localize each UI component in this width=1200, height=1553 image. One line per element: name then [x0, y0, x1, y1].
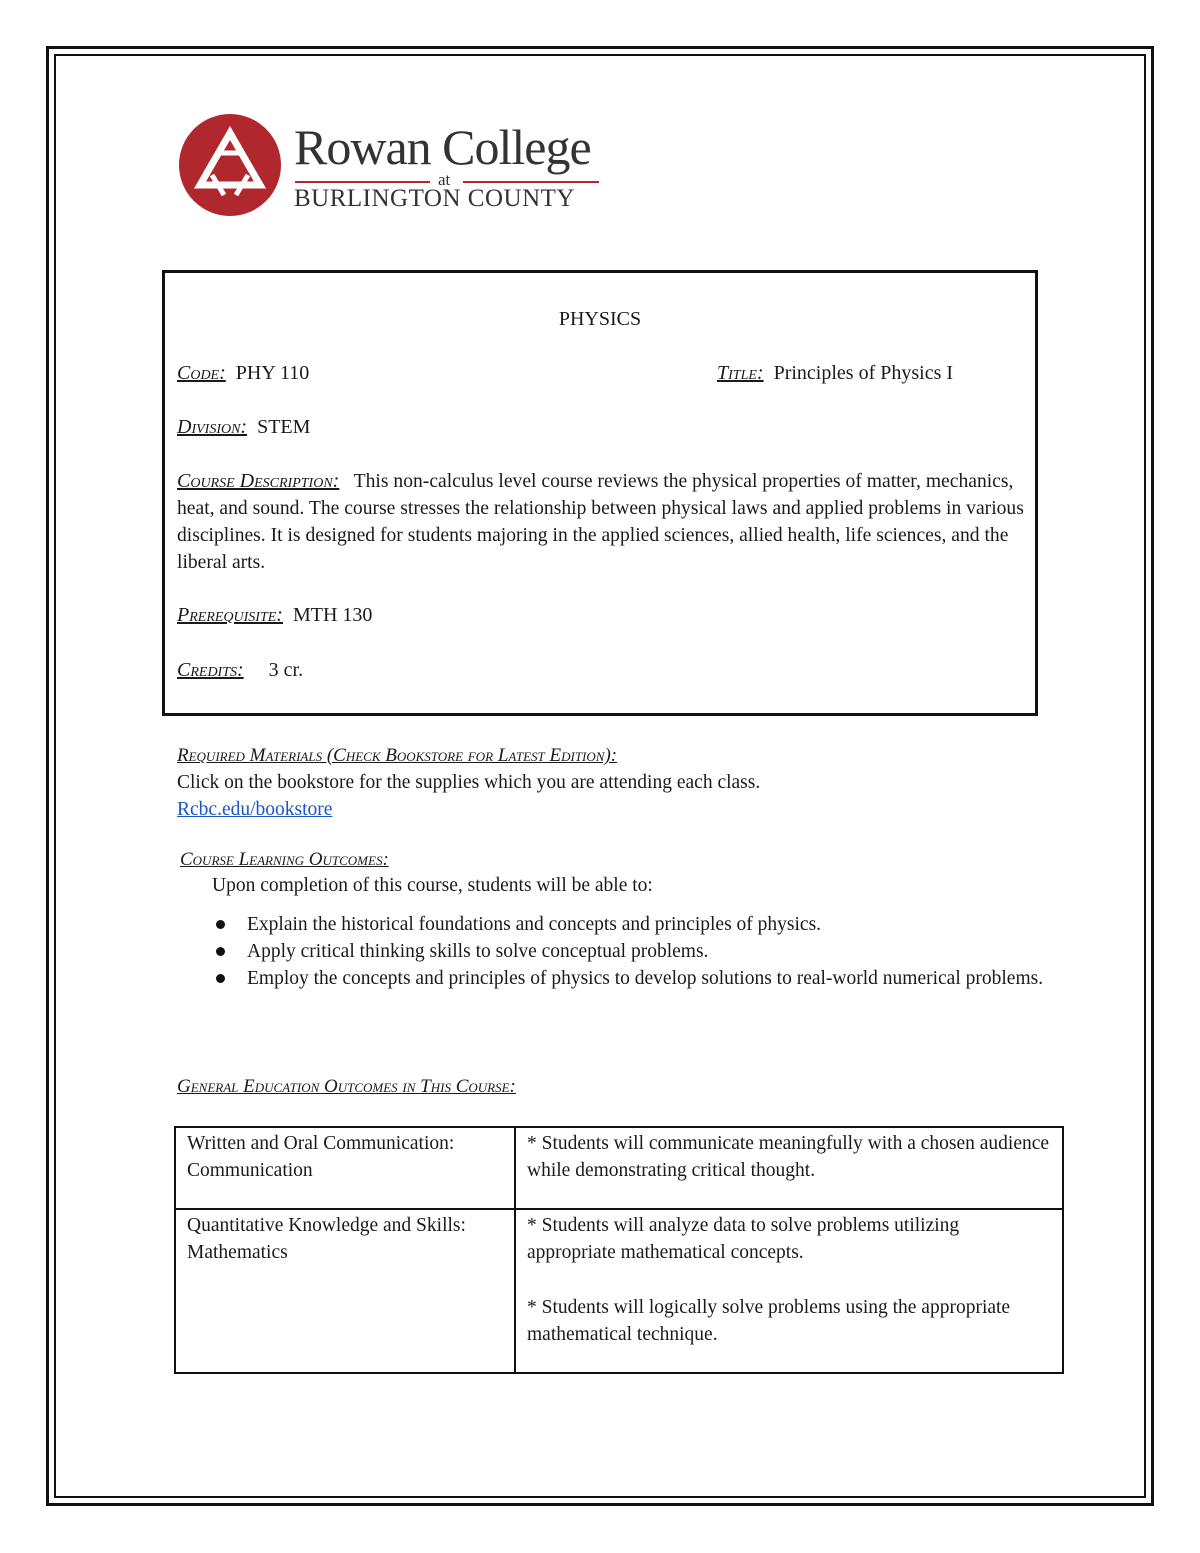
course-info-box	[162, 270, 1038, 716]
title-row	[717, 360, 953, 387]
required-materials-heading: Required Materials (Check Bookstore for Latest Edition):	[177, 745, 618, 766]
description-label: Course Description:	[177, 470, 340, 492]
subject-heading: PHYSICS	[558, 308, 642, 330]
list-item	[212, 965, 1052, 992]
bullet-icon	[216, 947, 225, 956]
list-item	[212, 911, 1052, 938]
bookstore-link[interactable]: Rcbc.edu/bookstore	[177, 799, 333, 820]
division-row	[177, 414, 310, 441]
division-value: STEM	[257, 416, 311, 438]
rowan-emblem-icon	[178, 113, 282, 217]
code-value: PHY 110	[235, 362, 310, 384]
required-materials-text: Click on the bookstore for the supplies which you are attending each class.	[177, 772, 761, 793]
description-text: This non-calculus level course reviews the physical properties of matter, mechanics, heat, and sound. The course stresses the relationship between physical laws and applied problems in various disciplines. It is designed for students majoring in the applied sciences, allied health, life sciences, and the liberal arts.	[177, 471, 1024, 573]
gen-ed-outcome-text: * Students will communicate meaningfully with a chosen audience while demonstrating critical thought.	[527, 1133, 1050, 1181]
gen-ed-outcome-text: * Students will logically solve problems using the appropriate mathematical technique.	[527, 1297, 1011, 1345]
gen-ed-outcome-cell	[515, 1209, 1063, 1373]
learning-outcomes-list	[212, 911, 1052, 992]
logo-college-name: Rowan College	[294, 119, 591, 175]
description-block	[177, 468, 1027, 576]
code-label: Code:	[177, 362, 226, 384]
prerequisite-value: MTH 130	[292, 604, 373, 626]
title-label: Title:	[717, 362, 764, 384]
college-logo	[178, 113, 618, 223]
gen-ed-area-cell: Written and Oral Communication: Communication	[175, 1127, 515, 1209]
list-item-text: Explain the historical foundations and concepts and principles of physics.	[247, 914, 822, 935]
credits-label: Credits:	[177, 659, 244, 681]
code-row	[177, 360, 309, 387]
gen-ed-heading: General Education Outcomes in This Course:	[177, 1076, 516, 1097]
credits-row	[177, 657, 303, 684]
gen-ed-outcome-cell	[515, 1127, 1063, 1209]
learning-outcomes-heading: Course Learning Outcomes:	[180, 849, 389, 870]
list-item-text: Apply critical thinking skills to solve conceptual problems.	[247, 941, 709, 962]
bullet-icon	[216, 920, 225, 929]
gen-ed-area-cell: Quantitative Knowledge and Skills: Mathematics	[175, 1209, 515, 1373]
title-value: Principles of Physics I	[773, 362, 954, 384]
logo-county: BURLINGTON COUNTY	[294, 185, 575, 212]
credits-value: 3 cr.	[268, 659, 304, 681]
gen-ed-table	[174, 1126, 1064, 1374]
prerequisite-label: Prerequisite:	[177, 604, 283, 626]
list-item-text: Employ the concepts and principles of physics to develop solutions to real-world numerical problems.	[247, 968, 1044, 989]
logo-at: at	[438, 170, 451, 189]
prerequisite-row	[177, 602, 372, 629]
table-row	[175, 1127, 1063, 1209]
learning-outcomes-intro: Upon completion of this course, students will be able to:	[212, 875, 653, 896]
list-item	[212, 938, 1052, 965]
division-label: Division:	[177, 416, 248, 438]
table-row	[175, 1209, 1063, 1373]
logo-left-rule	[295, 181, 430, 183]
logo-right-rule	[463, 181, 599, 183]
gen-ed-outcome-text: * Students will analyze data to solve problems utilizing appropriate mathematical concepts.	[527, 1215, 960, 1263]
bullet-icon	[216, 974, 225, 983]
